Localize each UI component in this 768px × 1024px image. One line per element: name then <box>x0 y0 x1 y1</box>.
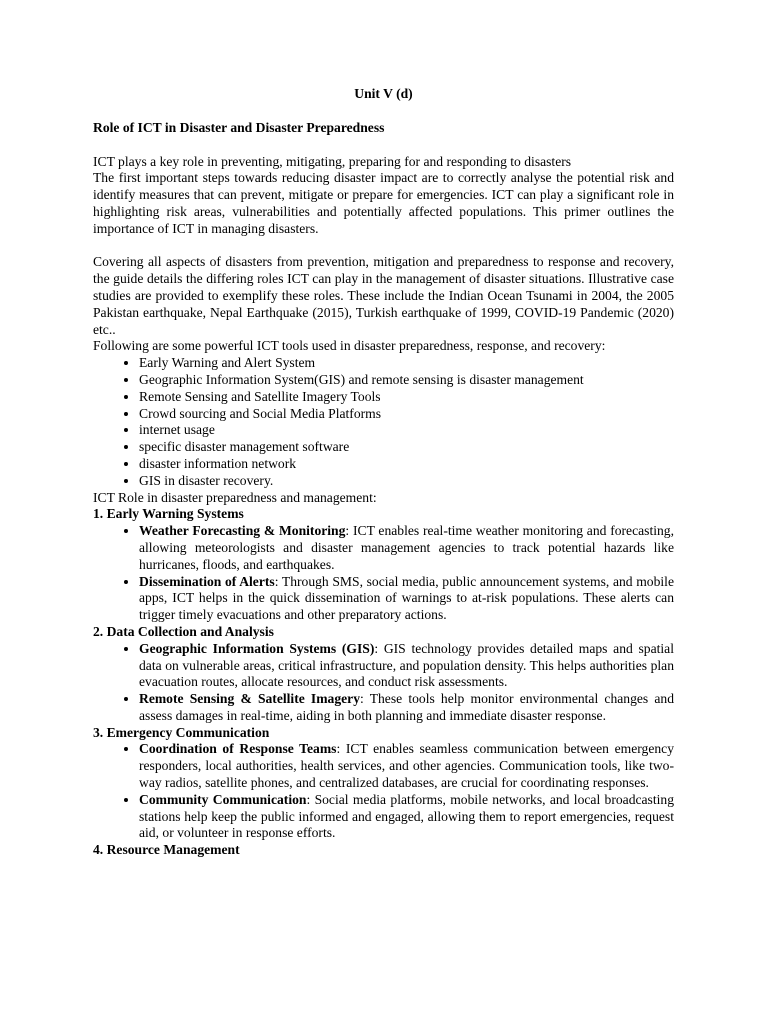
intro-paragraph: The first important steps towards reducing disaster impact are to correctly analyse the potential risk and identify measures that can prevent, mitigate or prepare for emergencies. ICT can play a significant role in highlighting risk areas, vulnerabilities and potentially affected populations. This primer outlines the importance of ICT in managing disasters. <box>93 170 674 236</box>
role-intro: ICT Role in disaster preparedness and management: <box>93 489 377 505</box>
list-item: • internet usage <box>139 422 674 439</box>
list-item: • disaster information network <box>139 456 674 473</box>
item-term: Weather Forecasting & Monitoring <box>139 523 346 539</box>
list-item: • Crowd sourcing and Social Media Platforms <box>139 406 674 423</box>
section-heading: 2. Data Collection and Analysis <box>93 623 274 639</box>
list-item <box>139 523 674 573</box>
section-list <box>93 641 674 725</box>
list-item <box>139 741 674 791</box>
list-item: • Remote Sensing and Satellite Imagery Tools <box>139 389 674 406</box>
tools-intro: Following are some powerful ICT tools used in disaster preparedness, response, and recovery: <box>93 338 606 354</box>
item-description: : GIS technology provides detailed maps and spatial data on vulnerable areas, critical infrastructure, and population density. This helps authorities plan evacuation routes, allocate resources, and conduct risk assessments. <box>139 640 674 690</box>
list-item: • GIS in disaster recovery. <box>139 473 674 490</box>
document-page <box>93 86 674 859</box>
list-item: • Geographic Information System(GIS) and remote sensing is disaster management <box>139 372 674 389</box>
list-item <box>139 792 674 842</box>
list-item <box>139 574 674 624</box>
list-item: • specific disaster management software <box>139 439 674 456</box>
item-description: : Social media platforms, mobile networks, and local broadcasting stations help keep the public informed and engaged, allowing them to report emergencies, request aid, or volunteer in response efforts. <box>139 791 674 841</box>
item-description: : These tools help monitor environmental changes and assess damages in real-time, aiding in both planning and immediate disaster response. <box>139 691 674 723</box>
document-heading: Role of ICT in Disaster and Disaster Preparedness <box>93 119 385 135</box>
item-description: : ICT enables seamless communication between emergency responders, local authorities, health services, and other agencies. Communication tools, like two-way radios, satellite phones, and centralized databases, are crucial for coordinating responses. <box>139 741 674 791</box>
item-term: Coordination of Response Teams <box>139 741 337 757</box>
item-description: : Through SMS, social media, public announcement systems, and mobile apps, ICT helps in the quick dissemination of warnings to at-risk populations. These alerts can trigger timely evacuations and other preparatory actions. <box>139 573 674 623</box>
list-item: • Early Warning and Alert System <box>139 355 674 372</box>
item-description: : ICT enables real-time weather monitoring and forecasting, allowing meteorologists and disaster management agencies to track potential hazards like hurricanes, floods, and earthquakes. <box>139 523 674 572</box>
tools-list <box>93 355 674 489</box>
section-heading: 1. Early Warning Systems <box>93 506 244 522</box>
covering-paragraph: Covering all aspects of disasters from prevention, mitigation and preparedness to response and recovery, the guide details the differing roles ICT can play in the management of disaster situations. Illustrative case studies are provided to exemplify these roles. These include the Indian Ocean Tsunami in 2004, the 2005 Pakistan earthquake, Nepal Earthquake (2015), Turkish earthquake of 1999, COVID-19 Pandemic (2020) etc.. <box>93 254 674 337</box>
list-item <box>139 691 674 725</box>
section-list <box>93 741 674 842</box>
item-term: Remote Sensing & Satellite Imagery <box>139 691 360 707</box>
page-title: Unit V (d) <box>354 86 413 101</box>
intro-line: ICT plays a key role in preventing, mitigating, preparing for and responding to disasters <box>93 153 572 169</box>
section-heading: 4. Resource Management <box>93 842 240 858</box>
item-term: Dissemination of Alerts <box>139 573 275 589</box>
section-heading: 3. Emergency Communication <box>93 724 270 740</box>
section-list <box>93 523 674 624</box>
list-item <box>139 641 674 691</box>
item-term: Community Communication <box>139 791 307 807</box>
spacer <box>93 238 674 255</box>
item-term: Geographic Information Systems (GIS) <box>139 640 375 656</box>
